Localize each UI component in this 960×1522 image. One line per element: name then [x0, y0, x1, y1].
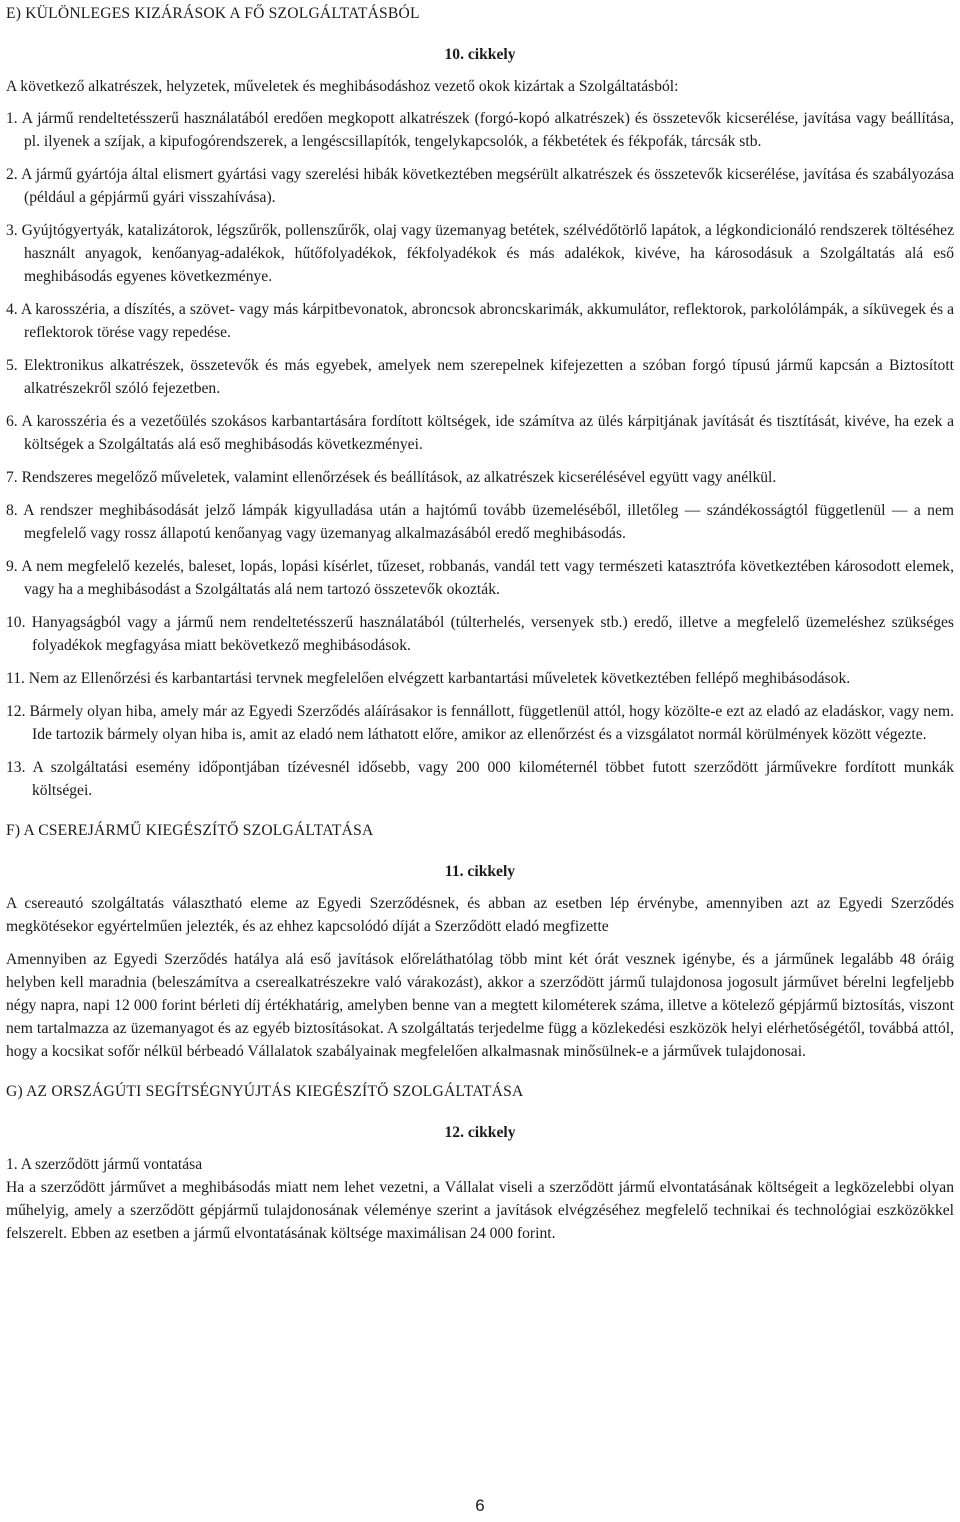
- exclusion-item-12: 12. Bármely olyan hiba, amely már az Egyedi Szerződés aláírásakor is fennállott, függetlenül attól, hogy közölte-e ezt az eladó az eladáskor, vagy nem. Ide tartozik bármely olyan hiba is, amit az eladó nem láthatott előre, amikor az ellenőrzést és a vizsgálatot normál körülmények között végezte.: [6, 703, 954, 743]
- exclusion-item-10: 10. Hanyagságból vagy a jármű nem rendeltetésszerű használatából (túlterhelés, versenyek stb.) eredő, illetve a megfelelő üzemeléshez szükséges folyadékok megfagyása miatt bekövetkező meghibásodások.: [6, 614, 954, 654]
- exclusion-item-3: 3. Gyújtógyertyák, katalizátorok, légszűrők, pollenszűrők, olaj vagy üzemanyag betétek, szélvédőtörlő lapátok, a légkondicionáló rendszerek töltéséhez használt anyagok, kenőanyag-adalékok, hűtőfolyadékok, fékfolyadékok és más adalékok, kivéve, ha károsodásuk a Szolgáltatás alá eső meghibásodás egyenes következménye.: [6, 222, 954, 285]
- section-f-paragraph-2: Amennyiben az Egyedi Szerződés hatálya alá eső javítások előreláthatólag több mint két órát vesznek igénybe, és a járműnek legalább 48 óráig helyben kell maradnia (beleszámítva a cserealkatrészekre való várakozást), akkor a szerződött jármű tulajdonosa jogosult járművet bérelni legfeljebb négy napra, napi 12 000 forint bérleti díj értékhatárig, amelyben benne van a megtett kilométerek száma, illetve a kötelező gépjármű biztosítás, viszont nem tartalmazza az üzemanyagot és az egyéb biztosításokat. A szolgáltatás terjedelme függ a közlekedési eszközök helyi elérhetőségétől, továbbá attól, hogy a kocsikat sofőr nélkül bérbeadó Vállalatok szabályainak megfelelően alkalmasnak minősülnek-e a járművek tulajdonosai.: [6, 951, 954, 1060]
- article-12-title: 12. cikkely: [444, 1124, 516, 1141]
- section-e-heading: E) KÜLÖNLEGES KIZÁRÁSOK A FŐ SZOLGÁLTATÁSBÓL: [6, 5, 420, 22]
- exclusion-item-13: 13. A szolgáltatási esemény időpontjában tízévesnél idősebb, vagy 200 000 kilométernél többet futott szerződött járművekre fordított munkák költségei.: [6, 759, 954, 799]
- exclusion-item-9: 9. A nem megfelelő kezelés, baleset, lopás, lopási kísérlet, tűzeset, robbanás, vandál tett vagy természeti katasztrófa következtében károsodott elemek, vagy ha a meghibásodást a Szolgáltatás alá nem tartozó összetevők okozták.: [6, 558, 954, 598]
- section-e-intro: A következő alkatrészek, helyzetek, műveletek és meghibásodáshoz vezető okok kizártak a Szolgáltatásból:: [6, 78, 679, 95]
- exclusion-item-7: 7. Rendszeres megelőző műveletek, valamint ellenőrzések és beállítások, az alkatrészek kicserélésével együtt vagy anélkül.: [6, 469, 777, 486]
- page-number: 6: [475, 1496, 485, 1515]
- section-g-subheading: 1. A szerződött jármű vontatása: [6, 1156, 203, 1173]
- section-g-heading: G) AZ ORSZÁGÚTI SEGÍTSÉGNYÚJTÁS KIEGÉSZÍTŐ SZOLGÁLTATÁSA: [6, 1083, 524, 1100]
- section-g-paragraph: Ha a szerződött járművet a meghibásodás miatt nem lehet vezetni, a Vállalat viseli a szerződött jármű elvontatásának költségeit a legközelebbi olyan műhelyig, amely a szerződött gépjármű tulajdonosának véleménye szerint a javítások elvégzéséhez megfelelő technikai és technológiai eszközökkel felszerelt. Ebben az esetben a jármű elvontatásának költsége maximálisan 24 000 forint.: [6, 1179, 954, 1242]
- exclusion-item-2: 2. A jármű gyártója által elismert gyártási vagy szerelési hibák következtében megsérült alkatrészek és összetevők kicserélése, javítása és szabályozása (például a gépjármű gyári visszahívása).: [6, 166, 954, 206]
- exclusion-item-8: 8. A rendszer meghibásodását jelző lámpák kigyulladása után a hajtómű tovább üzemeléséből, illetőleg — szándékosságtól függetlenül — a nem megfelelő vagy rossz állapotú kenőanyag vagy üzemanyag alkalmazásából eredő meghibásodás.: [6, 502, 954, 542]
- article-10-title: 10. cikkely: [444, 46, 516, 63]
- exclusion-item-6: 6. A karosszéria és a vezetőülés szokásos karbantartására fordított költségek, ide számítva az ülés kárpitjának javítását és tisztítását, kivéve, ha ezek a költségek a Szolgáltatás alá eső meghibásodás következményei.: [6, 413, 954, 453]
- exclusion-item-11: 11. Nem az Ellenőrzési és karbantartási tervnek megfelelően elvégzett karbantartási műveletek következtében fellépő meghibásodások.: [6, 670, 851, 687]
- section-f-paragraph-1: A csereautó szolgáltatás választható eleme az Egyedi Szerződésnek, és abban az esetben lép érvénybe, amennyiben azt az Egyedi Szerződés megkötésekor egyértelműen jelezték, és az ehhez kapcsolódó díját a Szerződött eladó megfizette: [6, 895, 954, 935]
- exclusion-item-4: 4. A karosszéria, a díszítés, a szövet- vagy más kárpitbevonatok, abroncsok abroncskarimák, akkumulátor, reflektorok, parkolólámpák, a síküvegek és a reflektorok törése vagy repedése.: [6, 301, 954, 341]
- exclusion-item-1: 1. A jármű rendeltetésszerű használatából eredően megkopott alkatrészek (forgó-kopó alkatrészek) és összetevők kicserélése, javítása vagy beállítása, pl. ilyenek a szíjak, a kipufogórendszerek, a lengéscsillapítók, tengelykapcsolók, a fékbetétek és fékpofák, tárcsák stb.: [6, 110, 954, 150]
- section-f-heading: F) A CSEREJÁRMŰ KIEGÉSZÍTŐ SZOLGÁLTATÁSA: [6, 822, 374, 839]
- article-11-title: 11. cikkely: [444, 863, 516, 880]
- exclusion-item-5: 5. Elektronikus alkatrészek, összetevők és más egyebek, amelyek nem szerepelnek kifejezetten a szóban forgó típusú jármű kapcsán a Biztosított alkatrészekről szóló fejezetben.: [6, 357, 954, 397]
